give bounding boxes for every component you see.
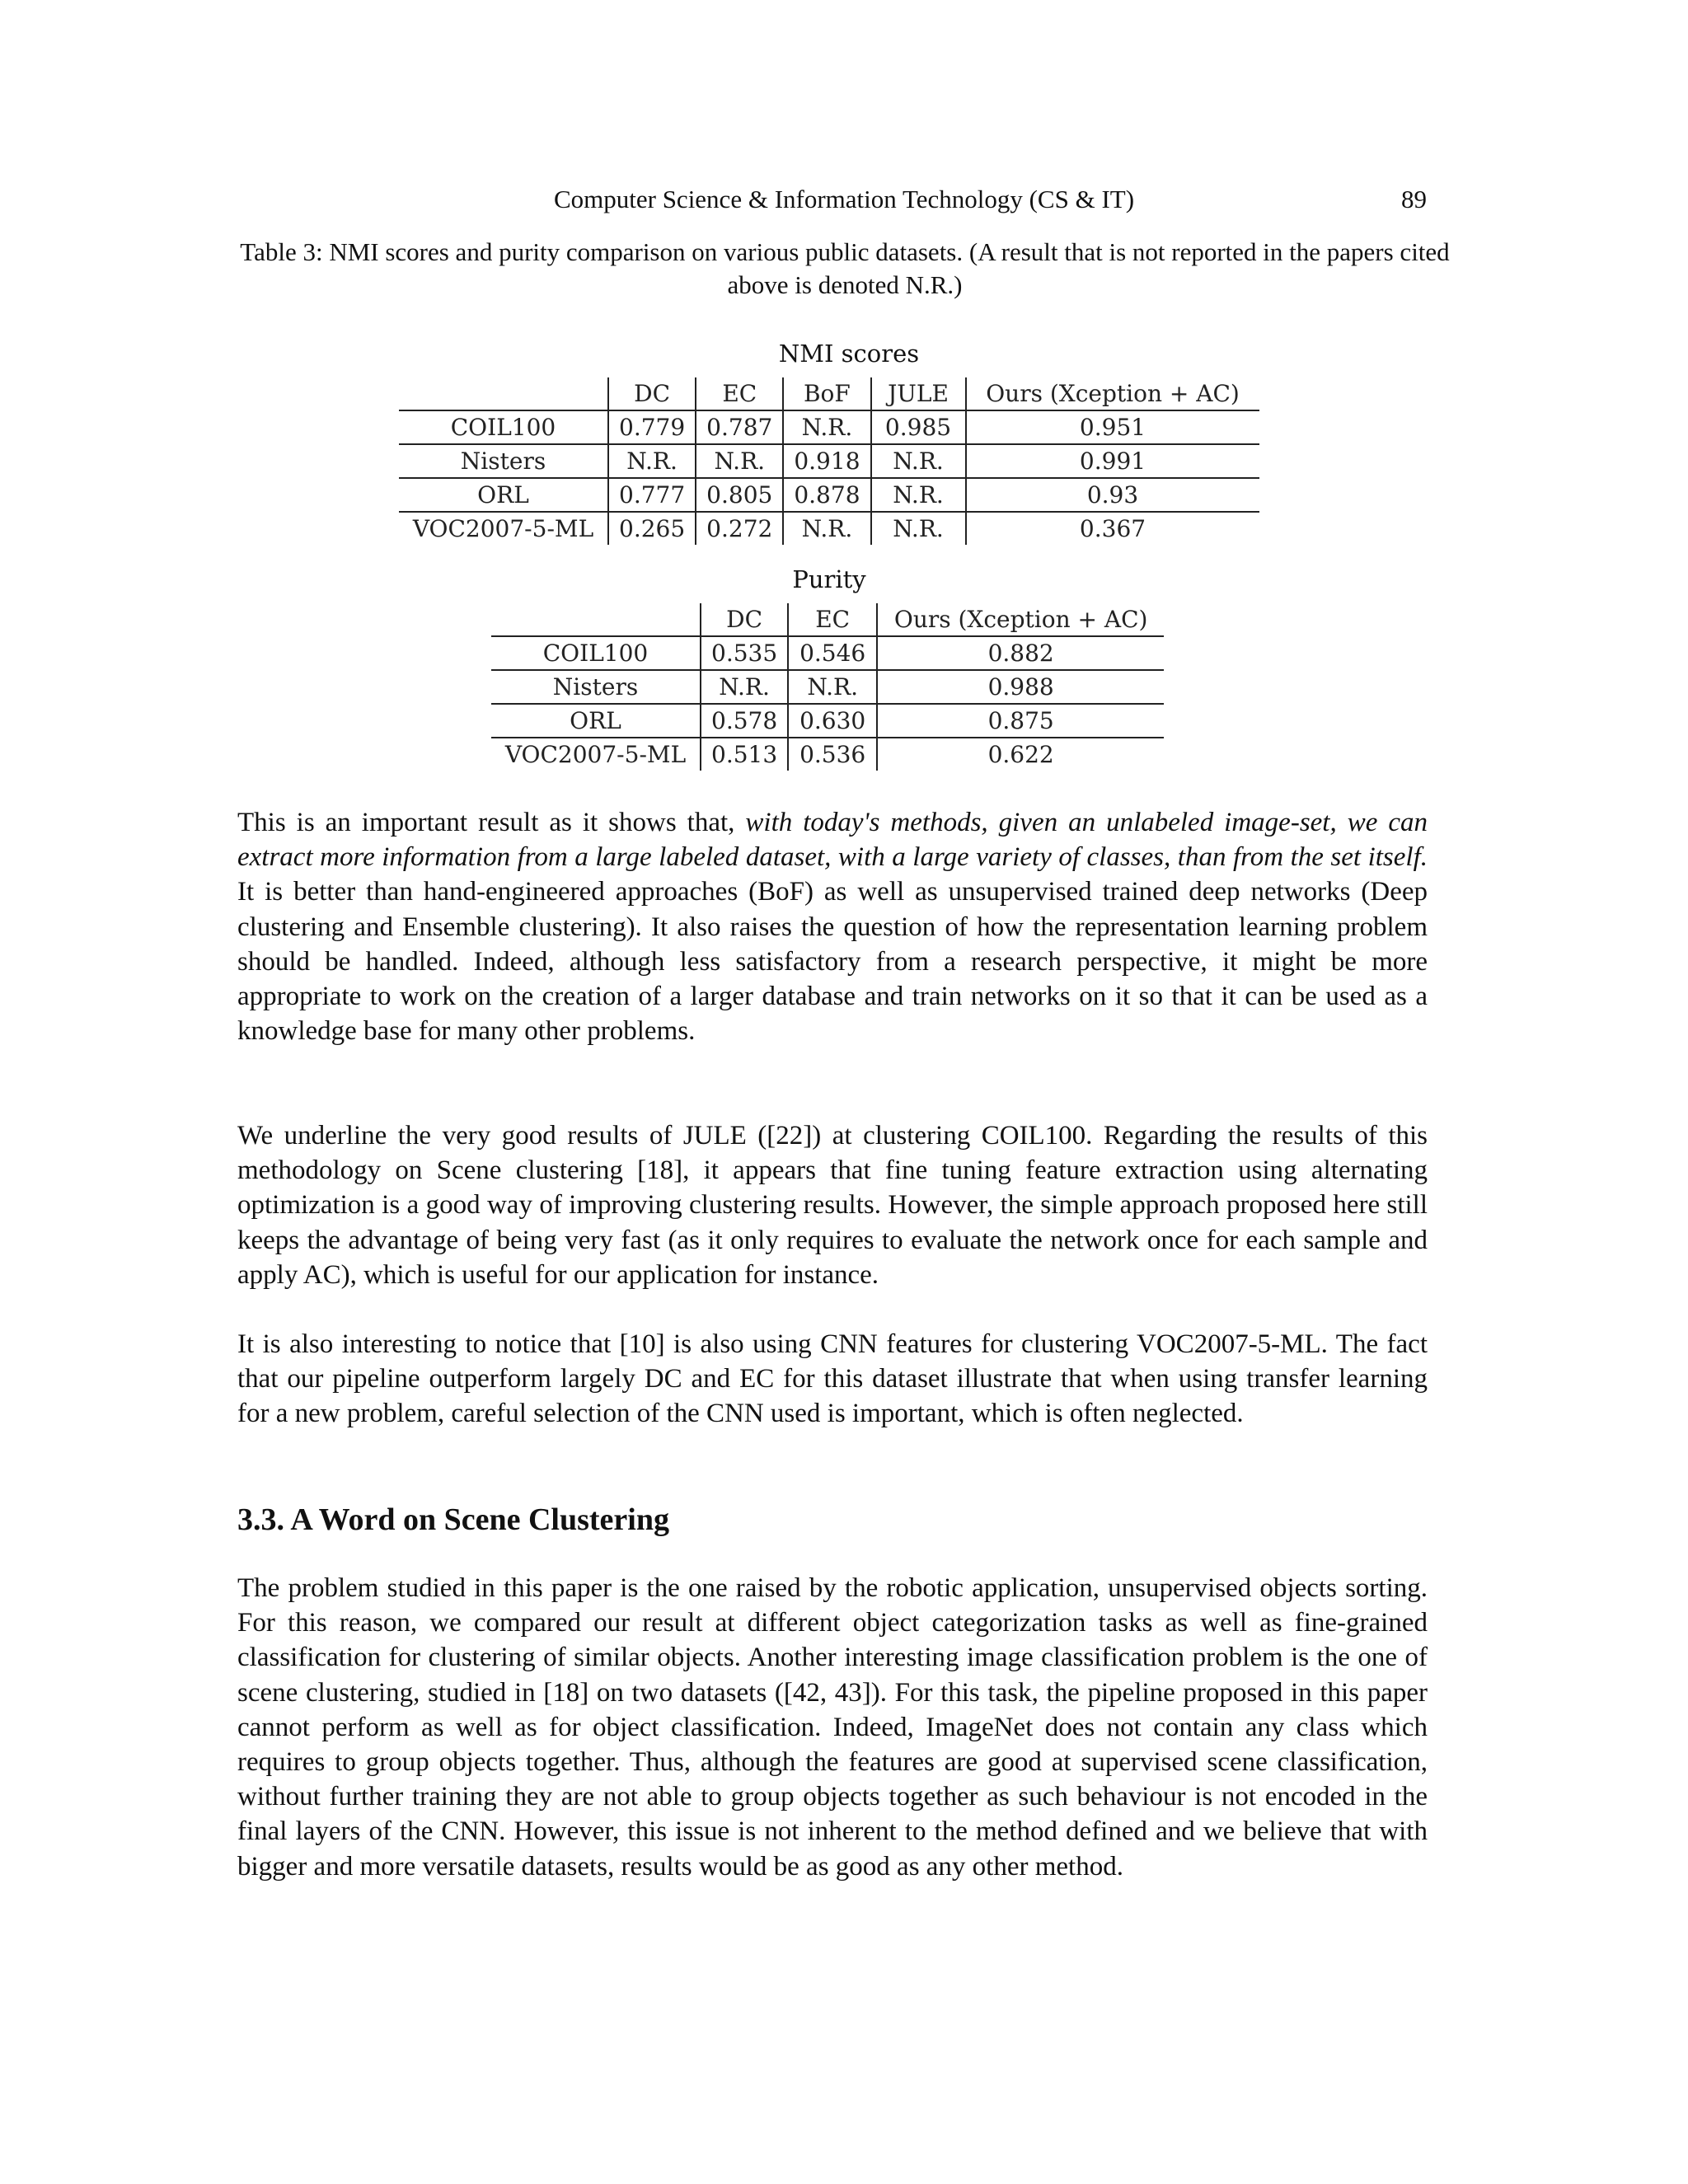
dataset-cell: Nisters xyxy=(399,444,608,478)
running-header: Computer Science & Information Technology (CS & IT) xyxy=(553,185,1135,213)
column-header: EC xyxy=(788,603,877,636)
column-header: DC xyxy=(701,603,788,636)
paragraph-2 xyxy=(237,1118,1428,1292)
dataset-cell: VOC2007-5-ML xyxy=(412,515,594,542)
paragraph-text: The problem studied in this paper is the one raised by the robotic application, unsupervised objects sorting. For this reason, we compared our result at different object categorization tasks as well as fine-grained classification for clustering of similar objects. Another interesting image classification problem is the one of scene clustering, studied in [18] on two datasets ([42, 43]). For this task, the pipeline proposed in this paper cannot perform as well as for object classification. Indeed, ImageNet does not contain any class which requires to group objects together. Thus, although the features are good at supervised scene classification, without further training they are not able to group objects together as such behaviour is not encoded in the final layers of the CNN. However, this issue is not inherent to the method defined and we believe that with bigger and more versatile datasets, results would be as good as any other method. xyxy=(237,1573,1428,1882)
table-cell: N.R. xyxy=(783,512,870,545)
paragraph-text: We underline the very good results of JULE ([22]) at clustering COIL100. Regarding the results of this methodology on Scene clustering [18], it appears that fine tuning feature extraction using alternating optimization is a good way of improving clustering results. However, the simple approach proposed here still keeps the advantage of being very fast (as it only requires to evaluate the network once for each sample and apply AC), which is useful for our application for instance. xyxy=(237,1121,1428,1290)
table-row xyxy=(491,738,1164,771)
paragraph-4 xyxy=(237,1571,1428,1884)
dataset-cell: COIL100 xyxy=(491,636,701,670)
table-cell: N.R. xyxy=(608,444,696,478)
table-cell: N.R. xyxy=(871,512,966,545)
paragraph-text: This is an important result as it shows that, xyxy=(237,808,746,837)
table-row xyxy=(399,478,1259,512)
column-header: Ours (Xception + AC) xyxy=(966,377,1259,410)
table-cell: 0.513 xyxy=(701,738,788,771)
dataset-cell: VOC2007-5-ML xyxy=(504,741,687,768)
column-header: EC xyxy=(696,377,783,410)
table-cell: N.R. xyxy=(871,478,966,512)
page-number: 89 xyxy=(1401,185,1427,213)
table-cell: 0.578 xyxy=(701,704,788,738)
table-cell: 0.536 xyxy=(788,738,877,771)
table-cell: N.R. xyxy=(701,670,788,704)
table-cell: 0.988 xyxy=(877,670,1164,704)
paragraph-3 xyxy=(237,1327,1428,1432)
paragraph-1 xyxy=(237,805,1428,1048)
column-header: DC xyxy=(608,377,696,410)
nmi-table xyxy=(399,377,1259,545)
table-cell: N.R. xyxy=(783,410,870,444)
dataset-cell: ORL xyxy=(491,704,701,738)
dataset-cell: Nisters xyxy=(491,670,701,704)
table-cell: 0.272 xyxy=(696,512,783,545)
purity-table xyxy=(491,603,1164,771)
table-cell: 0.546 xyxy=(788,636,877,670)
table-header-row xyxy=(491,603,1164,636)
emphasis-text: with today's methods, given an unlabeled image-set, we can extract more information from a large labeled dataset, with a large variety of classes, than from the set itself. xyxy=(237,808,1428,873)
paragraph-text: It is also interesting to notice that [10] is also using CNN features for clustering VOC2007-5-ML. The fact that our pipeline outperform largely DC and EC for this dataset illustrate that when using transfer learning for a new problem, careful selection of the CNN used is important, which is often neglected. xyxy=(237,1329,1428,1429)
table-row xyxy=(399,444,1259,478)
dataset-header-cell xyxy=(399,377,608,410)
table-header-row xyxy=(399,377,1259,410)
section-heading: 3.3. A Word on Scene Clustering xyxy=(237,1502,669,1537)
table-cell: 0.878 xyxy=(783,478,870,512)
table-cell: 0.951 xyxy=(966,410,1259,444)
table-cell: N.R. xyxy=(696,444,783,478)
table-cell: 0.875 xyxy=(877,704,1164,738)
table-row xyxy=(399,512,1259,545)
table-cell: 0.630 xyxy=(788,704,877,738)
table-cell: 0.985 xyxy=(871,410,966,444)
purity-table-title: Purity xyxy=(792,565,866,593)
table-cell: 0.805 xyxy=(696,478,783,512)
column-header: Ours (Xception + AC) xyxy=(877,603,1164,636)
nmi-table-title: NMI scores xyxy=(778,340,920,368)
table-cell: N.R. xyxy=(788,670,877,704)
table-cell: 0.787 xyxy=(696,410,783,444)
table-caption: Table 3: NMI scores and purity comparison on various public datasets. (A result that is not reported in the papers cited above is denoted N.R.) xyxy=(240,237,1450,299)
table-row xyxy=(399,410,1259,444)
table-cell: 0.991 xyxy=(966,444,1259,478)
table-cell: 0.777 xyxy=(608,478,696,512)
column-header: JULE xyxy=(871,377,966,410)
dataset-cell: ORL xyxy=(399,478,608,512)
table-cell: 0.535 xyxy=(701,636,788,670)
table-cell: 0.367 xyxy=(966,512,1259,545)
table-row xyxy=(491,636,1164,670)
dataset-header-cell xyxy=(491,603,701,636)
dataset-cell: COIL100 xyxy=(399,410,608,444)
table-cell: N.R. xyxy=(871,444,966,478)
table-row xyxy=(491,704,1164,738)
paragraph-text: It is better than hand-engineered approaches (BoF) as well as unsupervised trained deep networks (Deep clustering and Ensemble clustering). It also raises the question of how the representation learning problem should be handled. Indeed, although less satisfactory from a research perspective, it might be more appropriate to work on the creation of a larger database and train networks on it so that it can be used as a knowledge base for many other problems. xyxy=(237,877,1428,1047)
table-row xyxy=(491,670,1164,704)
table-cell: 0.882 xyxy=(877,636,1164,670)
table-cell: 0.93 xyxy=(966,478,1259,512)
table-cell: 0.779 xyxy=(608,410,696,444)
table-cell: 0.265 xyxy=(608,512,696,545)
table-cell: 0.918 xyxy=(783,444,870,478)
column-header: BoF xyxy=(783,377,870,410)
table-cell: 0.622 xyxy=(877,738,1164,771)
